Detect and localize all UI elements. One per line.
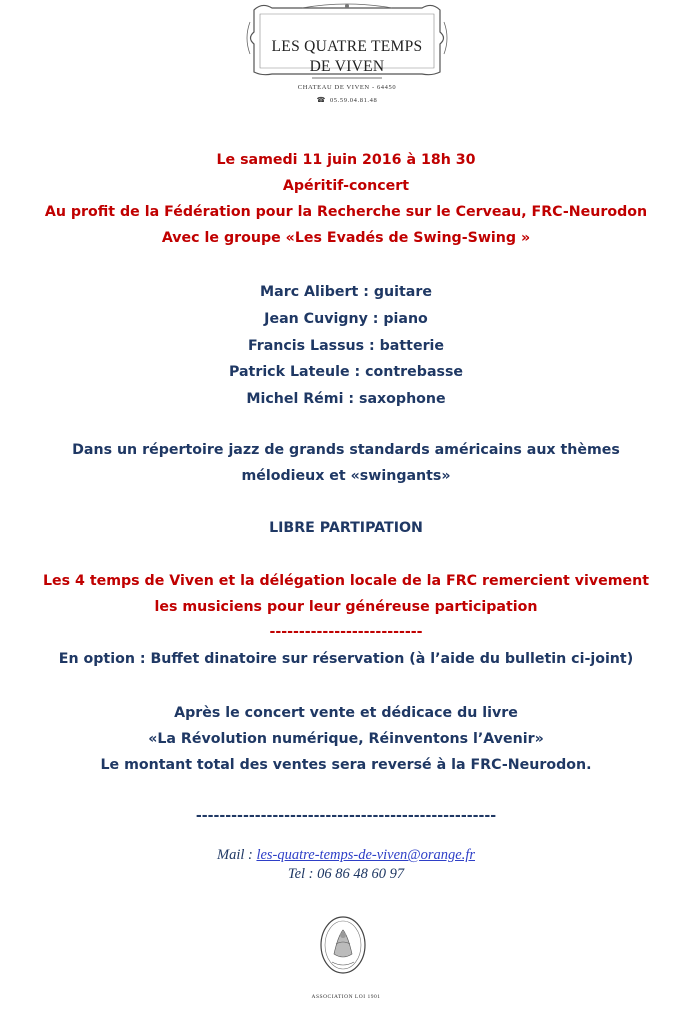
repertoire-line1: Dans un répertoire jazz de grands standards américains aux thèmes [72,442,620,458]
musician-line: Michel Rémi : saxophone [246,391,446,407]
contact-tel: Tel : 06 86 48 60 97 [287,866,405,882]
event-group: Avec le groupe «Les Evadés de Swing-Swing » [161,230,531,246]
event-type: Apéritif-concert [282,178,410,194]
mail-link[interactable]: les-quatre-temps-de-viven@orange.fr [256,847,476,863]
event-date: Le samedi 11 juin 2016 à 18h 30 [216,152,476,168]
logo-phone-row [242,96,452,104]
phone-icon: ☎ [316,96,326,104]
logo-title-line2: DE VIVEN [309,58,385,75]
thanks-line1: Les 4 temps de Viven et la délégation locale de la FRC remercient vivement [42,573,650,589]
book-line3: Le montant total des ventes sera reversé à la FRC-Neurodon. [100,757,592,773]
buffet-option: En option : Buffet dinatoire sur réservation (à l’aide du bulletin ci-joint) [58,651,634,667]
book-line1: Après le concert vente et dédicace du livre [174,705,518,721]
book-line2: «La Révolution numérique, Réinventons l’Avenir» [148,731,544,747]
musician-line: Francis Lassus : batterie [247,338,445,354]
thanks-line2: les musiciens pour leur généreuse participation [154,599,538,615]
repertoire-line2: mélodieux et «swingants» [241,468,451,484]
logo-phone: 05.59.04.81.48 [329,97,378,104]
mail-label: Mail : [216,847,257,863]
contact-mail-row [0,847,692,864]
musician-line: Marc Alibert : guitare [260,284,432,300]
association-seal-icon [318,914,368,976]
footer-association: ASSOCIATION LOI 1901 [311,994,381,1000]
event-beneficiary: Au profit de la Fédération pour la Recherche sur le Cerveau, FRC-Neurodon [44,204,648,220]
separator-long: --------------------------------------------------- [195,808,497,824]
separator-short: -------------------------- [269,624,423,640]
logo-address: CHATEAU DE VIVEN - 64450 [297,84,397,91]
logo-title-line1: LES QUATRE TEMPS [271,38,423,55]
musician-line: Patrick Lateule : contrebasse [228,364,464,380]
musician-line: Jean Cuvigny : piano [264,311,428,327]
header-logo [242,2,452,122]
participation-heading: LIBRE PARTIPATION [269,520,423,536]
